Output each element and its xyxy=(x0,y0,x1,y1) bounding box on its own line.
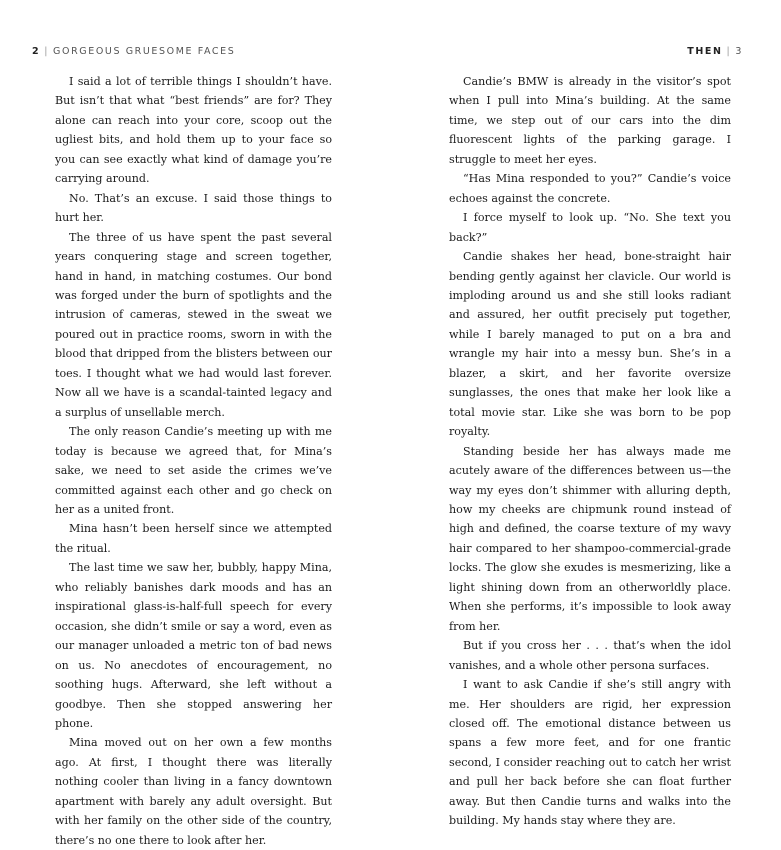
paragraph: But if you cross her . . . that’s when the idol vanishes, and a whole other persona surfaces. xyxy=(449,639,731,672)
book-title: GORGEOUS GRUESOME FACES xyxy=(53,46,236,57)
paragraph: I force myself to look up. “No. She text you back?” xyxy=(449,211,731,244)
paragraph: The last time we saw her, bubbly, happy Mina, who reliably banishes dark moods and has an inspirational glass-is-half-full speech for every occasion, she didn’t smile or say a word, even as our manager unloaded a metric ton of bad news on us. No anecdotes of encouragement, no soothing hugs. Afterward, she left without a goodbye. Then she stopped answering her phone. xyxy=(55,561,332,730)
right-running-header xyxy=(687,46,743,57)
right-page xyxy=(391,0,781,828)
left-page-body xyxy=(55,72,332,850)
paragraph: Mina moved out on her own a few months ago. At first, I thought there was literally nothing cooler than living in a fancy downtown apartment with barely any adult oversight. But with her family on the other side of the country, there’s no one there to look after her. xyxy=(55,736,332,847)
right-page-body xyxy=(449,72,731,831)
left-page-number: 2 xyxy=(32,46,41,57)
paragraph: The three of us have spent the past several years conquering stage and screen together, hand in hand, in matching costumes. Our bond was forged under the burn of spotlights and the intrusion of cameras, stewed in the sweat we poured out in practice rooms, sworn in with the blood that dripped from the blisters between our toes. I thought what we had would last forever. Now all we have is a scandal-tainted legacy and a surplus of unsellable merch. xyxy=(55,230,332,419)
left-running-header xyxy=(32,46,235,57)
paragraph: Candie’s BMW is already in the visitor’s spot when I pull into Mina’s building. At the same time, we step out of our cars into the dim fluorescent lights of the parking garage. I struggle to meet her eyes. xyxy=(449,75,731,166)
paragraph: No. That’s an excuse. I said those things to hurt her. xyxy=(55,191,332,225)
header-separator: | xyxy=(726,46,732,57)
paragraph: The only reason Candie’s meeting up with me today is because we agreed that, for Mina’s sake, we need to set aside the crimes we’ve committed against each other and go check on her as a united front. xyxy=(55,425,332,516)
header-separator: | xyxy=(44,46,50,57)
paragraph: Mina hasn’t been herself since we attempted the ritual. xyxy=(55,522,332,555)
chapter-title: THEN xyxy=(687,46,723,57)
paragraph: “Has Mina responded to you?” Candie’s voice echoes against the concrete. xyxy=(449,172,731,205)
left-page xyxy=(0,0,390,847)
paragraph: I said a lot of terrible things I shouldn’t have. But isn’t that what “best friends” are for? They alone can reach into your core, scoop out the ugliest bits, and hold them up to your face so you can see exactly what kind of damage you’re carrying around. xyxy=(55,75,332,186)
paragraph: I want to ask Candie if she’s still angry with me. Her shoulders are rigid, her expression closed off. The emotional distance between us spans a few more feet, and for one frantic second, I consider reaching out to catch her wrist and pull her back before she can float further away. But then Candie turns and walks into the building. My hands stay where they are. xyxy=(449,678,731,828)
paragraph: Candie shakes her head, bone-straight hair bending gently against her clavicle. Our world is imploding around us and she still looks radiant and assured, her outfit precisely put together, while I barely managed to put on a bra and wrangle my hair into a messy bun. She’s in a blazer, a skirt, and her favorite oversize sunglasses, the ones that make her look like a total movie star. Like she was born to be pop royalty. xyxy=(449,250,731,439)
paragraph: Standing beside her has always made me acutely aware of the differences between us—the way my eyes don’t shimmer with alluring depth, how my cheeks are chipmunk round instead of high and defined, the coarse texture of my wavy hair compared to her shampoo-commercial-grade locks. The glow she exudes is mesmerizing, like a light shining down from an otherworldly place. When she performs, it’s impossible to look away from her. xyxy=(449,444,731,633)
right-page-number: 3 xyxy=(735,46,743,57)
